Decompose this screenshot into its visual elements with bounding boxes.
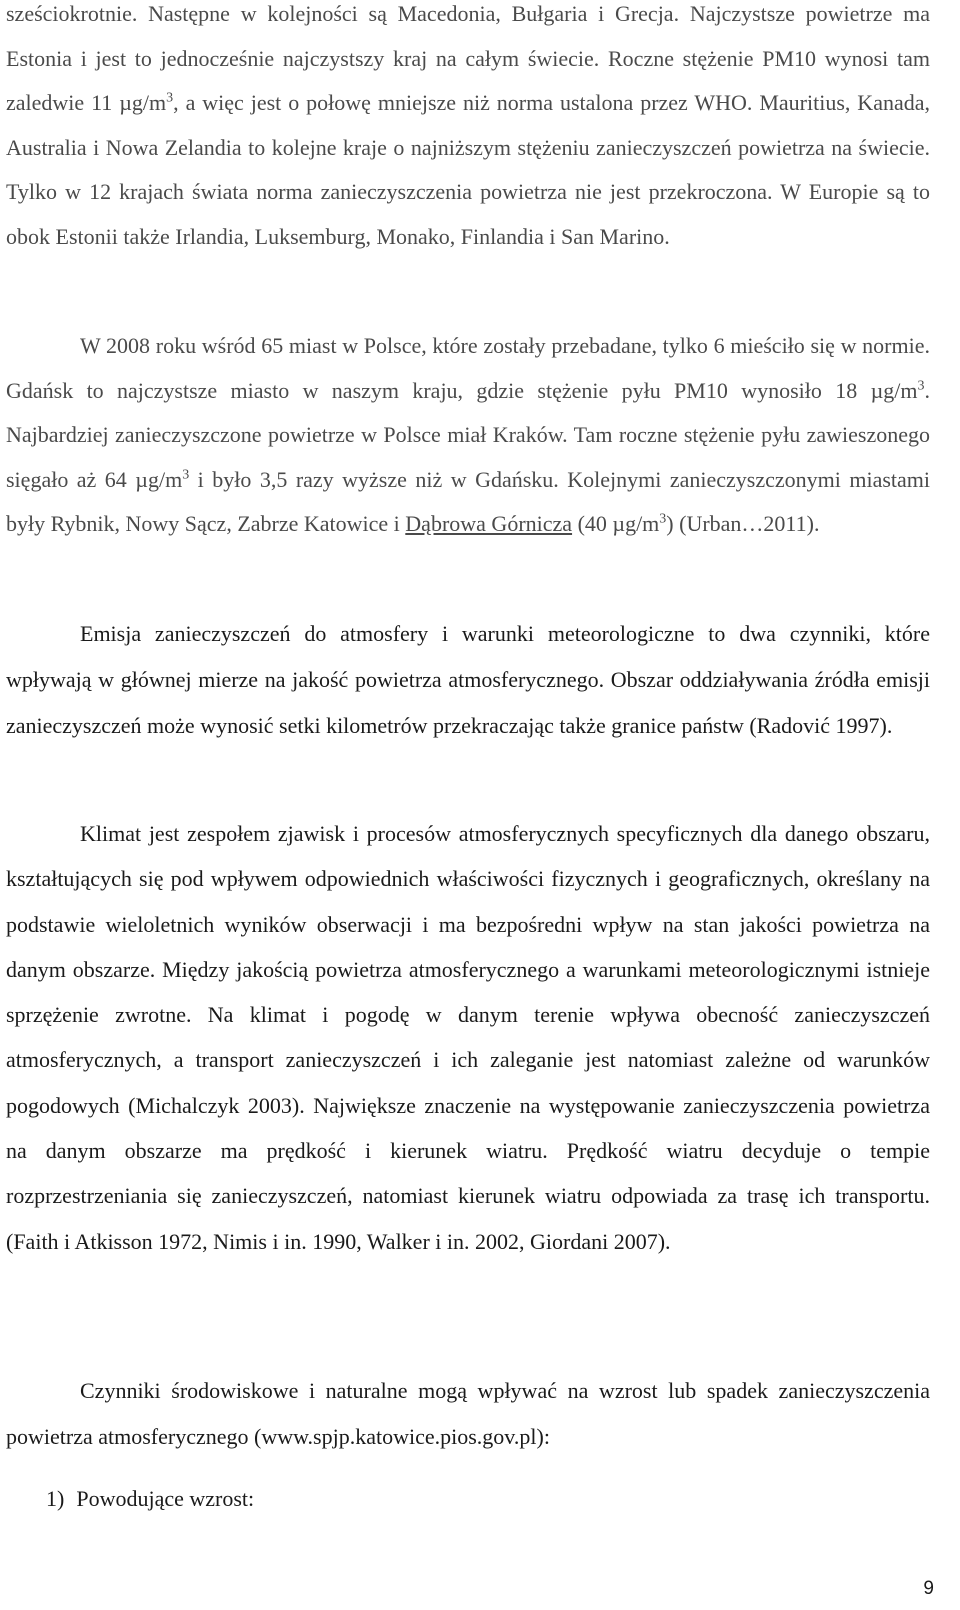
paragraph-text: Emisja zanieczyszczeń do atmosfery i warunki meteorologiczne to dwa czynniki, które wpływają w głównej mierze na jakość powietrza atmosferycznego. Obszar oddziaływania źródła emisji zanieczyszczeń może wynosić setki kilometrów przekraczając także granice państw (Radović 1997). (6, 621, 930, 738)
paragraph-text: sześciokrotnie. Następne w kolejności są Macedonia, Bułgaria i Grecja. Najczystsze powietrze ma Estonia i jest to jednocześnie najczystszy kraj na całym świecie. Roczne stężenie PM10 wynosi tam zaledwie 11 µg/m (6, 1, 930, 115)
paragraph-text: ) (Urban…2011). (666, 511, 820, 536)
page-number: 9 (923, 1578, 934, 1599)
superscript: 3 (182, 467, 190, 483)
superscript: 3 (917, 378, 925, 394)
paragraph-text: (40 µg/m (572, 511, 660, 536)
paragraph-text: Czynniki środowiskowe i naturalne mogą wpływać na wzrost lub spadek zanieczyszczenia powietrza atmosferycznego (www.spjp.katowice.pios.gov.pl): (6, 1378, 930, 1449)
paragraph-text: i było 3,5 razy wyższe niż w Gdańsku. Kolejnymi zanieczyszczonymi miastami były Rybnik, Nowy Sącz, Zabrze Katowice i (6, 466, 931, 536)
paragraph-text: Klimat jest zespołem zjawisk i procesów atmosferycznych specyficznych dla danego obszaru, kształtujących się pod wpływem odpowiednich właściwości fizycznych i geograficznych, określany na podstawie wieloletnich wyników obserwacji i ma bezpośredni wpływ na stan jakości powietrza na danym obszarze. Między jakością powietrza atmosferycznego a warunkami meteorologicznymi istnieje sprzężenie zwrotne. Na klimat i pogodę w danym terenie wpływa obecność zanieczyszczeń atmosferycznych, a transport zanieczyszczeń i ich zaleganie jest natomiast zależne od warunków pogodowych (Michalczyk 2003). Największe znaczenie na występowanie zanieczyszczenia powietrza na danym obszarze ma prędkość i kierunek wiatru. Prędkość wiatru decyduje o tempie rozprzestrzeniania się zanieczyszczeń, natomiast kierunek wiatru odpowiada za trasę ich transportu. (Faith i Atkisson 1972, Nimis i in. 1990, Walker i in. 2002, Giordani 2007). (6, 821, 930, 1254)
paragraph-factors (6, 1368, 930, 1460)
list-item (46, 1486, 254, 1512)
paragraph-text: W 2008 roku wśród 65 miast w Polsce, które zostały przebadane, tylko 6 mieściło się w normie. Gdańsk to najczystsze miasto w naszym kraju, gdzie stężenie pyłu PM10 wynosiło 18 µg/m (6, 333, 930, 403)
paragraph-text: . Najbardziej zanieczyszczone powietrze w Polsce miał Kraków. Tam roczne stężenie pyłu zawieszonego sięgało aż 64 µg/m (6, 377, 930, 492)
superscript: 3 (166, 90, 174, 106)
paragraph-climate (6, 811, 930, 1264)
superscript: 3 (659, 511, 667, 527)
link-dabrowa-gornicza[interactable]: Dąbrowa Górnicza (405, 511, 573, 536)
list-item-number: 1) (46, 1486, 65, 1511)
list-item-text: Powodujące wzrost: (76, 1486, 255, 1511)
paragraph-world-air-quality (6, 0, 930, 259)
paragraph-emission (6, 611, 930, 749)
paragraph-poland-cities (6, 324, 930, 547)
paragraph-text: , a więc jest o połowę mniejsze niż norma ustalona przez WHO. Mauritius, Kanada, Australia i Nowa Zelandia to kolejne kraje o najniższym stężeniu zanieczyszczeń powietrza na świecie. Tylko w 12 krajach świata norma zanieczyszczenia powietrza nie jest przekroczona. W Europie są to obok Estonii także Irlandia, Luksemburg, Monako, Finlandia i San Marino. (6, 90, 930, 249)
